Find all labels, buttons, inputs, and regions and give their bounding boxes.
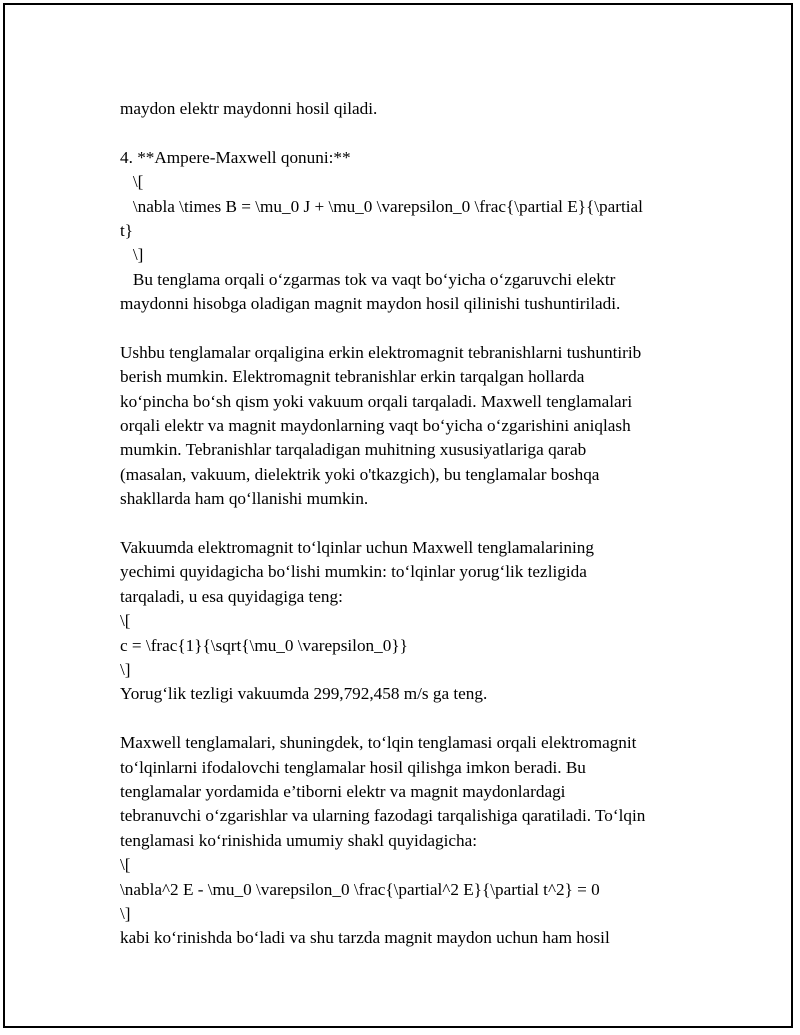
text-line: maydonni hisobga oladigan magnit maydon hosil qilinishi tushuntiriladi. — [120, 294, 621, 314]
text-line: \[ — [120, 855, 131, 875]
text-line: mumkin. Tebranishlar tarqaladigan muhitning xususiyatlariga qarab — [120, 440, 587, 460]
text-line: berish mumkin. Elektromagnit tebranishlar erkin tarqalgan hollarda — [120, 367, 585, 387]
text-line: tarqaladi, u esa quyidagiga teng: — [120, 586, 343, 606]
text-line: kabi ko‘rinishda bo‘ladi va shu tarzda magnit maydon uchun ham hosil — [120, 928, 610, 948]
text-line: \nabla^2 E - \mu_0 \varepsilon_0 \frac{\partial^2 E}{\partial t^2} = 0 — [120, 879, 600, 899]
text-line: 4. **Ampere-Maxwell qonuni:** — [120, 147, 351, 167]
text-line: tenglamalar yordamida e’tiborni elektr va magnit maydonlardagi — [120, 781, 566, 801]
text-line: Vakuumda elektromagnit to‘lqinlar uchun Maxwell tenglamalarining — [120, 538, 594, 558]
text-line: Bu tenglama orqali o‘zgarmas tok va vaqt bo‘yicha o‘zgaruvchi elektr — [120, 269, 616, 289]
text-line: \[ — [120, 172, 144, 192]
text-line: \[ — [120, 611, 131, 631]
blank-line — [120, 121, 690, 145]
text-line: yechimi quyidagicha bo‘lishi mumkin: to‘lqinlar yorug‘lik tezligida — [120, 562, 587, 582]
blank-line — [120, 317, 690, 341]
text-line: to‘lqinlarni ifodalovchi tenglamalar hosil qilishga imkon beradi. Bu — [120, 757, 586, 777]
text-line: Yorug‘lik tezligi vakuumda 299,792,458 m/s ga teng. — [120, 684, 488, 704]
text-line: tenglamasi ko‘rinishida umumiy shakl quyidagicha: — [120, 830, 478, 850]
text-line: ko‘pincha bo‘sh qism yoki vakuum orqali tarqaladi. Maxwell tenglamalari — [120, 391, 633, 411]
text-line: tebranuvchi o‘zgarishlar va ularning fazodagi tarqalishiga qaratiladi. To‘lqin — [120, 806, 646, 826]
text-line: c = \frac{1}{\sqrt{\mu_0 \varepsilon_0}} — [120, 635, 408, 655]
text-line: (masalan, vakuum, dielektrik yoki o'tkazgich), bu tenglamalar boshqa — [120, 464, 600, 484]
text-line: shakllarda ham qo‘llanishi mumkin. — [120, 489, 369, 509]
blank-line — [120, 512, 690, 536]
text-line: \nabla \times B = \mu_0 J + \mu_0 \varepsilon_0 \frac{\partial E}{\partial — [120, 196, 643, 216]
text-line: \] — [120, 903, 131, 923]
text-line: orqali elektr va magnit maydonlarning vaqt bo‘yicha o‘zgarishini aniqlash — [120, 416, 631, 436]
text-line: t} — [120, 220, 134, 240]
text-line: Ushbu tenglamalar orqaligina erkin elektromagnit tebranishlarni tushuntirib — [120, 342, 642, 362]
text-line: \] — [120, 659, 131, 679]
text-line: maydon elektr maydonni hosil qiladi. — [120, 99, 378, 118]
document-body — [120, 97, 690, 951]
text-line: \] — [120, 245, 144, 265]
blank-line — [120, 707, 690, 731]
text-line: Maxwell tenglamalari, shuningdek, to‘lqin tenglamasi orqali elektromagnit — [120, 733, 637, 753]
document-page — [3, 3, 793, 1028]
